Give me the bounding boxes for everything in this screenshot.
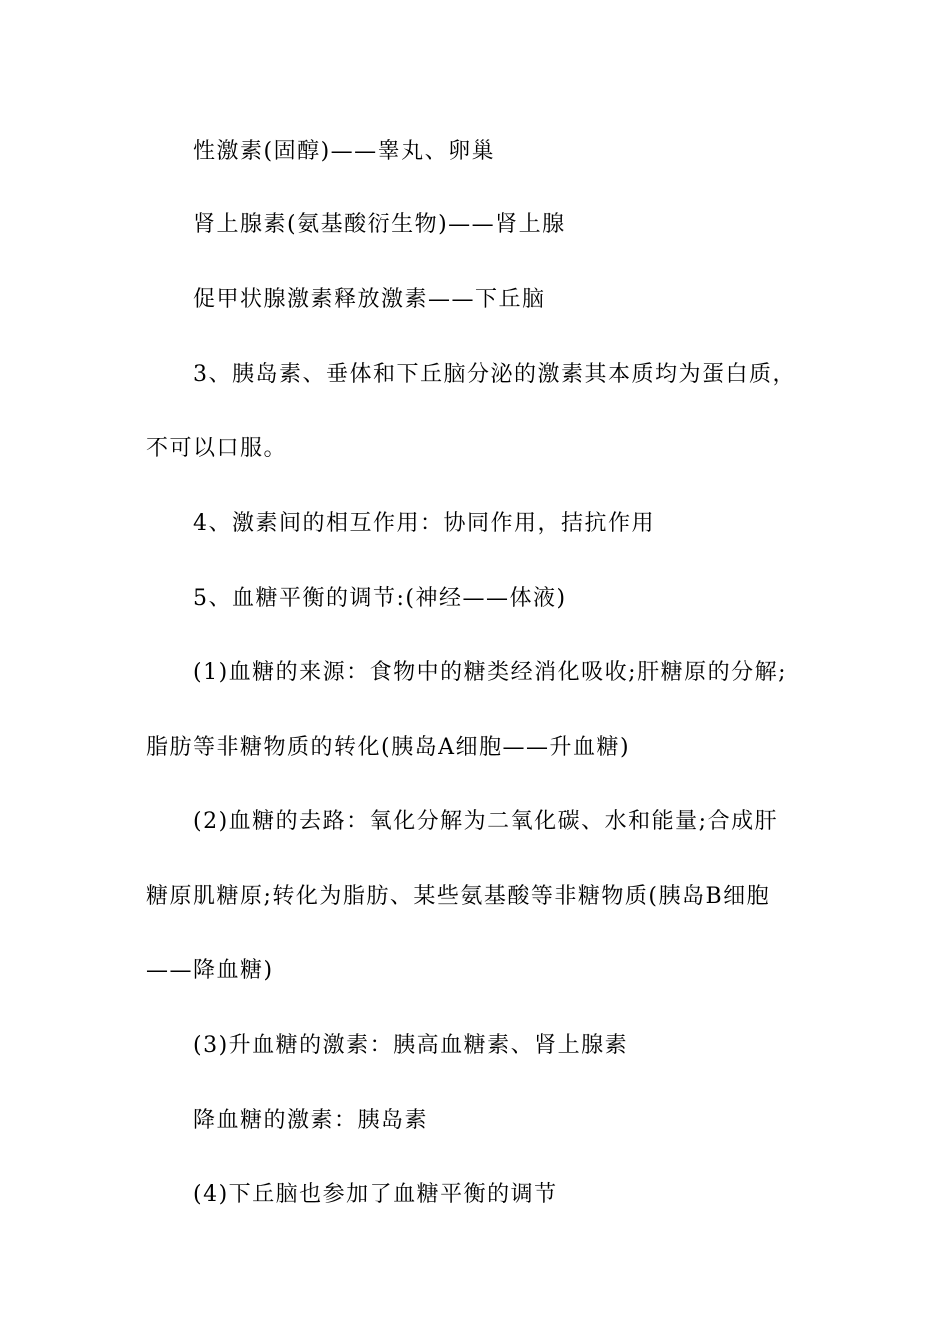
text-line-point-3: 3、胰岛素、垂体和下丘脑分泌的激素其本质均为蛋白质， <box>193 362 796 387</box>
text-line-sub-3-cont: 降血糖的激素：胰岛素 <box>193 1108 429 1133</box>
text-line-sub-2-cont: 糖原肌糖原;转化为脂肪、某些氨基酸等非糖物质(胰岛B细胞 <box>146 884 771 909</box>
text-line-sub-2-cont2: ——降血糖) <box>146 958 274 983</box>
text-line-sub-4: (4)下丘脑也参加了血糖平衡的调节 <box>193 1182 558 1207</box>
text-line-sex-hormone: 性激素(固醇)——睾丸、卵巢 <box>193 139 496 164</box>
text-line-point-4: 4、激素间的相互作用：协同作用，拮抗作用 <box>193 511 655 536</box>
text-line-point-5: 5、血糖平衡的调节:(神经——体液) <box>193 586 567 611</box>
text-line-adrenaline: 肾上腺素(氨基酸衍生物)——肾上腺 <box>193 212 566 237</box>
text-line-sub-2: (2)血糖的去路：氧化分解为二氧化碳、水和能量;合成肝 <box>193 809 779 834</box>
text-line-sub-1-cont: 脂肪等非糖物质的转化(胰岛A细胞——升血糖) <box>146 735 631 760</box>
text-line-point-3-cont: 不可以口服。 <box>146 436 288 461</box>
text-line-sub-3: (3)升血糖的激素：胰高血糖素、肾上腺素 <box>193 1033 629 1058</box>
text-line-trh: 促甲状腺激素释放激素——下丘脑 <box>193 287 546 312</box>
text-line-sub-1: (1)血糖的来源：食物中的糖类经消化吸收;肝糖原的分解; <box>193 660 787 685</box>
